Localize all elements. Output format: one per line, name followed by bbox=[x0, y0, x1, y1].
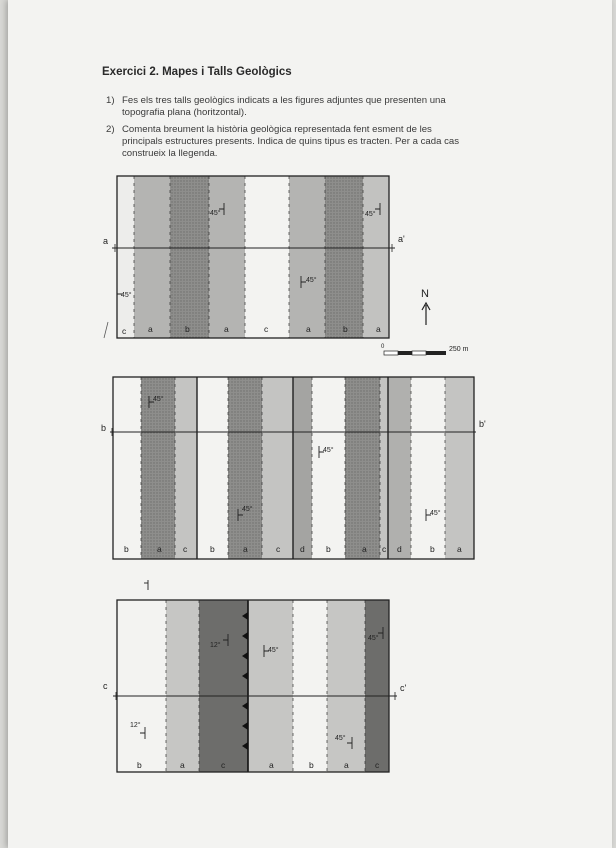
scale-end: 250 m bbox=[449, 346, 469, 353]
map2-strip bbox=[175, 377, 197, 559]
map3-strip bbox=[166, 600, 199, 772]
map1-strip bbox=[134, 176, 170, 338]
instruction-2-line-1: Comenta breument la història geològica representada fent esment de les bbox=[122, 124, 432, 135]
map3-label: c bbox=[221, 760, 226, 770]
map1-label: a bbox=[376, 324, 381, 334]
instruction-2-line-2: principals estructures presents. Indica de quins tipus es tracten. Per a cada cas bbox=[122, 136, 460, 147]
map3-strip bbox=[365, 600, 389, 772]
scale-start: 0 bbox=[381, 344, 385, 350]
map1-strip bbox=[289, 176, 325, 338]
map1-section-end: a' bbox=[398, 234, 405, 244]
map2-strip bbox=[380, 377, 388, 559]
map3-strip bbox=[327, 600, 365, 772]
map1-strip bbox=[245, 176, 289, 338]
map3-section-end: c' bbox=[400, 683, 407, 693]
map1-strip bbox=[209, 176, 245, 338]
map2-strip bbox=[141, 377, 175, 559]
map2-dip-4: 45° bbox=[430, 510, 441, 517]
map3-label: c bbox=[375, 760, 380, 770]
instruction-2-number: 2) bbox=[106, 124, 115, 135]
map2-label: c bbox=[183, 544, 188, 554]
map1-label: c bbox=[122, 326, 127, 336]
map3-legend-dip-symbol bbox=[144, 580, 148, 590]
instruction-2-line-3: construeix la llegenda. bbox=[122, 148, 218, 159]
map1-dip-4: 45° bbox=[121, 292, 132, 299]
map2-label: c bbox=[276, 544, 281, 554]
map3-label: b bbox=[137, 760, 142, 770]
map2-label: b bbox=[124, 544, 129, 554]
map-2 bbox=[101, 377, 486, 559]
map1-label: a bbox=[148, 324, 153, 334]
map3-dip-1: 12° bbox=[210, 642, 221, 649]
map3-dip-2: 45° bbox=[268, 647, 279, 654]
north-arrow-icon bbox=[421, 288, 430, 325]
map3-dip-4: 12° bbox=[130, 722, 141, 729]
map2-strip bbox=[197, 377, 228, 559]
map2-label: d bbox=[300, 544, 305, 554]
map1-label: b bbox=[343, 324, 348, 334]
map1-dip-1: 45° bbox=[210, 210, 221, 217]
map2-strip bbox=[388, 377, 411, 559]
map2-strip bbox=[345, 377, 380, 559]
map1-label: b bbox=[185, 324, 190, 334]
map2-section-end: b' bbox=[479, 419, 486, 429]
map2-label: d bbox=[397, 544, 402, 554]
map2-label: c bbox=[382, 544, 387, 554]
map2-label: b bbox=[430, 544, 435, 554]
map3-strip bbox=[117, 600, 166, 772]
map2-dip-3: 45° bbox=[242, 506, 253, 513]
map2-strip bbox=[113, 377, 141, 559]
scale-bar bbox=[381, 344, 469, 355]
map1-label: a bbox=[306, 324, 311, 334]
map1-strip bbox=[325, 176, 363, 338]
instruction-1-line-1: Fes els tres talls geològics indicats a les figures adjuntes que presenten una bbox=[122, 95, 446, 106]
map1-dip-2: 45° bbox=[365, 211, 376, 218]
exercise-title: Exercici 2. Mapes i Talls Geològics bbox=[102, 66, 292, 78]
map2-strip bbox=[228, 377, 262, 559]
map3-dip-3: 45° bbox=[368, 635, 379, 642]
map1-label: c bbox=[264, 324, 269, 334]
map1-dip-3: 45° bbox=[306, 277, 317, 284]
map3-dip-5: 45° bbox=[335, 735, 346, 742]
map2-strip bbox=[411, 377, 445, 559]
map1-section-start: a bbox=[103, 236, 109, 246]
instruction-1-line-2: topografia plana (horitzontal). bbox=[122, 107, 247, 118]
map3-strip bbox=[248, 600, 293, 772]
map3-label: b bbox=[309, 760, 314, 770]
map2-strip bbox=[293, 377, 312, 559]
map-1 bbox=[103, 176, 405, 338]
map2-dip-1: 45° bbox=[153, 396, 164, 403]
map3-label: a bbox=[269, 760, 274, 770]
map1-label: a bbox=[224, 324, 229, 334]
map1-strip bbox=[170, 176, 209, 338]
map3-label: a bbox=[344, 760, 349, 770]
map2-dip-2: 45° bbox=[323, 447, 334, 454]
map3-strip bbox=[199, 600, 248, 772]
map1-strip bbox=[117, 176, 134, 338]
map2-label: a bbox=[243, 544, 248, 554]
map2-label: b bbox=[210, 544, 215, 554]
map2-section-start: b bbox=[101, 423, 107, 433]
map2-strip bbox=[445, 377, 474, 559]
map3-section-start: c bbox=[103, 681, 108, 691]
map3-label: a bbox=[180, 760, 185, 770]
map-3 bbox=[103, 600, 407, 772]
map2-label: a bbox=[157, 544, 162, 554]
instruction-1-number: 1) bbox=[106, 95, 115, 106]
map2-strip bbox=[312, 377, 345, 559]
map1-strip bbox=[363, 176, 389, 338]
map3-strip bbox=[293, 600, 327, 772]
svg-text:N: N bbox=[421, 288, 429, 300]
map2-label: b bbox=[326, 544, 331, 554]
map2-label: a bbox=[362, 544, 367, 554]
map2-strip bbox=[262, 377, 293, 559]
map2-label: a bbox=[457, 544, 462, 554]
